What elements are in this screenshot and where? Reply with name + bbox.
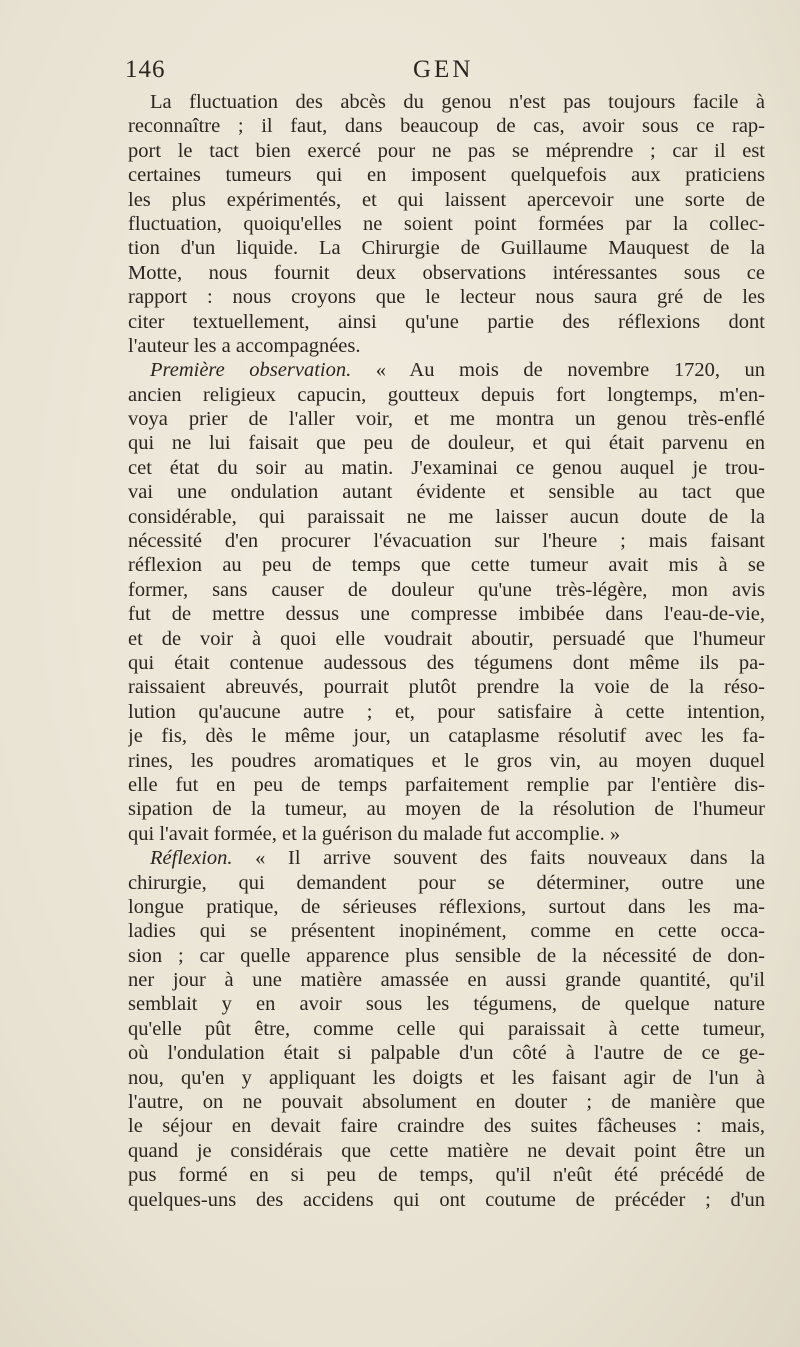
text-line: qui ne lui faisait que peu de douleur, et qui était parvenu en — [128, 432, 765, 455]
running-head: GEN — [413, 56, 474, 83]
text-line: les plus expérimentés, et qui laissent apercevoir une sorte de — [128, 188, 765, 211]
text-line: qui l'avait formée, et la guérison du malade fut accomplie. » — [128, 822, 621, 845]
text-line: où l'ondulation était si palpable d'un côté à l'autre de ce ge- — [128, 1042, 765, 1065]
text-line: lution qu'aucune autre ; et, pour satisfaire à cette intention, — [128, 700, 765, 723]
observation-heading: Première observation. — [150, 359, 352, 382]
text-line: quand je considérais que cette matière ne devait point être un — [128, 1139, 765, 1162]
text-line: certaines tumeurs qui en imposent quelquefois aux praticiens — [128, 164, 765, 187]
text-line: ancien religieux capucin, goutteux depuis fort longtemps, m'en- — [128, 383, 765, 406]
text-line: considérable, qui paraissait ne me laisser aucun doute de la — [128, 505, 765, 528]
text-line: qui était contenue audessous des tégumens dont même ils pa- — [128, 651, 765, 674]
text-line: pus formé en si peu de temps, qu'il n'eût été précédé de — [128, 1164, 765, 1187]
text-line: longue pratique, de sérieuses réflexions, surtout dans les ma- — [128, 895, 765, 918]
text-line-observation — [128, 358, 765, 382]
text-line: citer textuellement, ainsi qu'une partie des réflexions dont — [128, 310, 765, 333]
text-line: fluctuation, quoiqu'elles ne soient point formées par la collec- — [128, 212, 765, 235]
text-line: voya prier de l'aller voir, et me montra un genou très-enflé — [128, 408, 765, 431]
text-line: sion ; car quelle apparence plus sensible de la nécessité de don- — [128, 944, 765, 967]
observation-start: « Au mois de novembre 1720, un — [375, 359, 765, 382]
text-line: ner jour à une matière amassée en aussi grande quantité, qu'il — [128, 969, 765, 992]
text-line: l'auteur les a accompagnées. — [128, 334, 361, 357]
text-line: cet état du soir au matin. J'examinai ce genou auquel je trou- — [128, 456, 765, 479]
text-line: tion d'un liquide. La Chirurgie de Guillaume Mauquest de la — [128, 237, 765, 260]
text-line: rines, les poudres aromatiques et le gros vin, au moyen duquel — [128, 749, 765, 772]
text-line: rapport : nous croyons que le lecteur nous saura gré de les — [128, 286, 765, 309]
body-text — [128, 90, 765, 1212]
text-line: semblait y en avoir sous les tégumens, de quelque nature — [128, 993, 765, 1016]
text-line: elle fut en peu de temps parfaitement remplie par l'entière dis- — [128, 773, 765, 796]
page-number: 146 — [125, 56, 166, 83]
text-line: sipation de la tumeur, au moyen de la résolution de l'humeur — [128, 798, 765, 821]
text-line: fut de mettre dessus une compresse imbibée dans l'eau-de-vie, — [128, 603, 765, 626]
text-line: La fluctuation des abcès du genou n'est pas toujours facile à — [150, 91, 765, 113]
text-line: raissaient abreuvés, pourrait plutôt prendre la voie de la réso- — [128, 676, 765, 699]
text-line: nécessité d'en procurer l'évacuation sur l'heure ; mais faisant — [128, 530, 765, 553]
text-line: chirurgie, qui demandent pour se déterminer, outre une — [128, 871, 765, 894]
text-line: qu'elle pût être, comme celle qui paraissait à cette tumeur, — [128, 1017, 765, 1040]
text-line: je fis, dès le même jour, un cataplasme résolutif avec les fa- — [128, 725, 765, 748]
text-line: le séjour en devait faire craindre des suites fâcheuses : mais, — [128, 1115, 765, 1138]
text-line: vai une ondulation autant évidente et sensible au tact que — [128, 481, 765, 504]
reflexion-heading: Réflexion. — [150, 847, 233, 870]
text-line: ladies qui se présentent inopinément, comme en cette occa- — [128, 920, 765, 943]
text-line: l'autre, on ne pouvait absolument en douter ; de manière que — [128, 1091, 765, 1114]
text-line: quelques-uns des accidens qui ont coutume de précéder ; d'un — [128, 1188, 765, 1211]
text-line: port le tact bien exercé pour ne pas se méprendre ; car il est — [128, 139, 765, 162]
reflexion-start: « Il arrive souvent des faits nouveaux dans la — [255, 847, 765, 870]
text-line: former, sans causer de douleur qu'une très-légère, mon avis — [128, 578, 765, 601]
text-line: et de voir à quoi elle voudrait aboutir, persuadé que l'humeur — [128, 627, 765, 650]
page-header — [125, 56, 765, 92]
text-line: reconnaître ; il faut, dans beaucoup de cas, avoir sous ce rap- — [128, 115, 765, 138]
text-line: nou, qu'en y appliquant les doigts et les faisant agir de l'un à — [128, 1066, 765, 1089]
text-line: Motte, nous fournit deux observations intéressantes sous ce — [128, 261, 765, 284]
text-line: réflexion au peu de temps que cette tumeur avait mis à se — [128, 554, 765, 577]
text-line-reflexion — [128, 846, 765, 870]
